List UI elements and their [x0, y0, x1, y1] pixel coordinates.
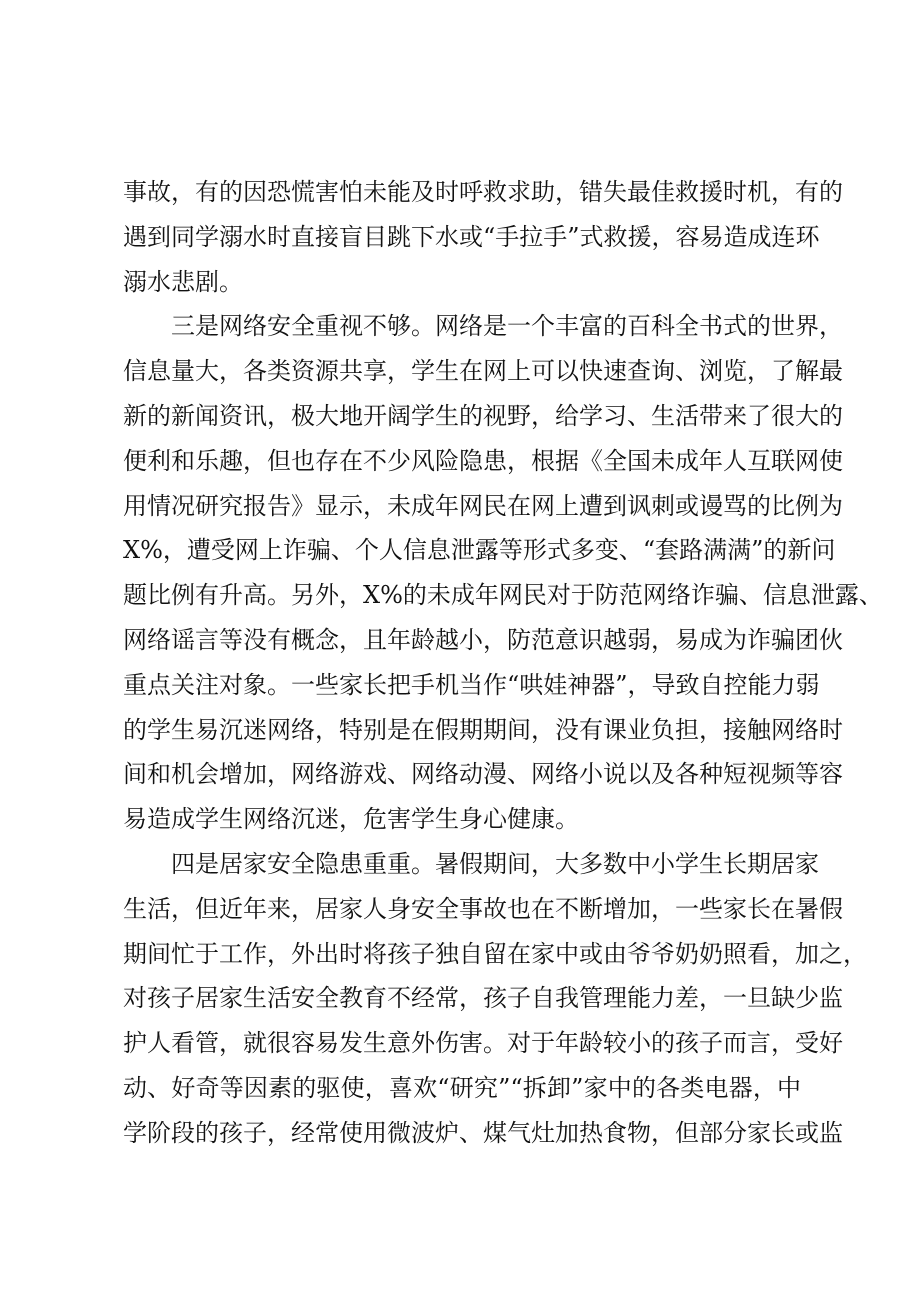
text-line: 期间忙于工作，外出时将孩子独自留在家中或由爷爷奶奶照看，加之，: [123, 939, 867, 968]
text-line: 护人看管，就很容易发生意外伤害。对于年龄较小的孩子而言，受好: [123, 1029, 843, 1058]
text-line: 重点关注对象。一些家长把手机当作“哄娃神器”，导致自控能力弱: [123, 670, 820, 699]
text-line: 四是居家安全隐患重重。暑假期间，大多数中小学生长期居家: [171, 849, 819, 878]
text-line: 便利和乐趣，但也存在不少风险隐患，根据《全国未成年人互联网使: [123, 446, 843, 475]
text-line: 的学生易沉迷网络，特别是在假期期间，没有课业负担，接触网络时: [123, 715, 843, 744]
text-line: 学阶段的孩子，经常使用微波炉、煤气灶加热食物，但部分家长或监: [123, 1118, 843, 1147]
text-line: 三是网络安全重视不够。网络是一个丰富的百科全书式的世界，: [171, 312, 843, 341]
text-line: 易造成学生网络沉迷，危害学生身心健康。: [123, 805, 579, 834]
text-line: 遇到同学溺水时直接盲目跳下水或“手拉手”式救援，容易造成连环: [123, 222, 820, 251]
text-line: 生活，但近年来，居家人身安全事故也在不断增加，一些家长在暑假: [123, 894, 843, 923]
text-line: 用情况研究报告》显示，未成年网民在网上遭到讽刺或谩骂的比例为: [123, 491, 843, 520]
text-line: X%，遭受网上诈骗、个人信息泄露等形式多变、“套路满满”的新问: [123, 536, 836, 565]
text-line: 动、好奇等因素的驱使，喜欢“研究”“拆卸”家中的各类电器，中: [123, 1073, 801, 1102]
paragraph-network-safety: [123, 304, 883, 842]
paragraph-home-safety: [123, 842, 867, 1156]
document-body: [123, 170, 883, 1156]
text-line: 事故，有的因恐慌害怕未能及时呼救求助，错失最佳救援时机，有的: [123, 178, 843, 206]
text-line: 题比例有升高。另外，X%的未成年网民对于防范网络诈骗、信息泄露、: [123, 581, 883, 610]
text-line: 间和机会增加，网络游戏、网络动漫、网络小说以及各种短视频等容: [123, 760, 843, 789]
text-line: 对孩子居家生活安全教育不经常，孩子自我管理能力差，一旦缺少监: [123, 984, 843, 1013]
text-line: 信息量大，各类资源共享，学生在网上可以快速查询、浏览，了解最: [123, 357, 843, 386]
text-line: 网络谣言等没有概念，且年龄越小，防范意识越弱，易成为诈骗团伙: [123, 625, 843, 654]
paragraph-drowning-continuation: [123, 170, 843, 304]
text-line: 溺水悲剧。: [123, 267, 243, 296]
text-line: 新的新闻资讯，极大地开阔学生的视野，给学习、生活带来了很大的: [123, 401, 843, 430]
